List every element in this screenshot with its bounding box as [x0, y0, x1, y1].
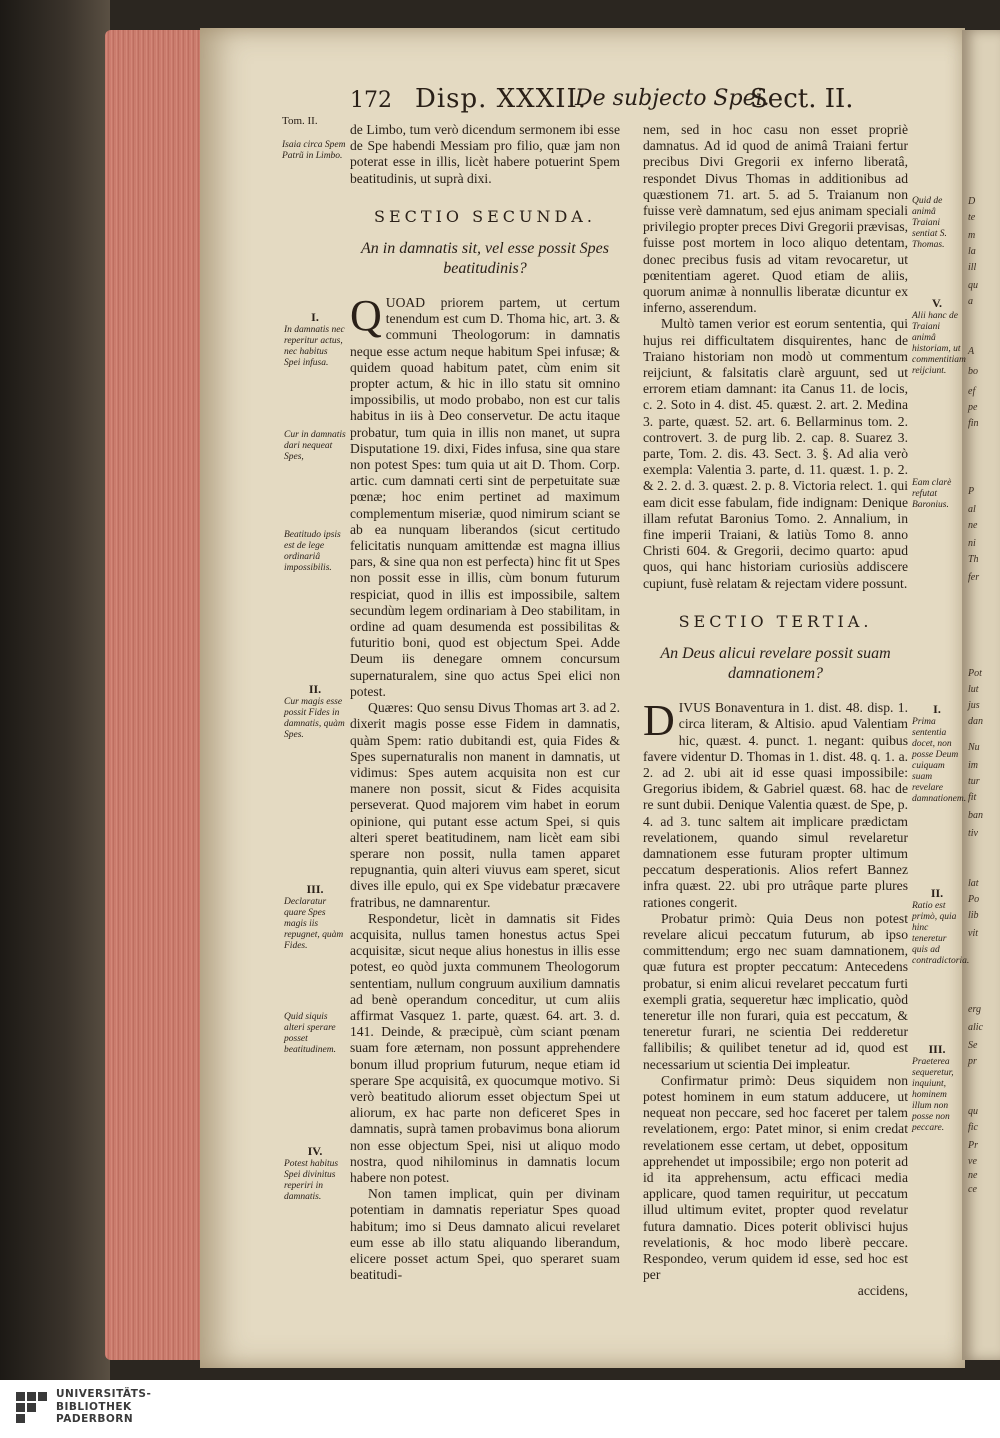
margin-text: Alii hanc de Traiani animâ historiam, ut commentitiam reijciunt.	[912, 311, 966, 376]
margin-text: Declaratur quare Spes magis iis repugnet, quàm Fides.	[284, 897, 344, 951]
subject-title: De subjecto Spei.	[575, 86, 770, 111]
facing-page-fragment: fit	[968, 792, 977, 803]
section-title-secunda: SECTIO SECUNDA.	[374, 206, 596, 226]
facing-page-fragment: fin	[968, 418, 979, 429]
facing-page-fragment: vit	[968, 928, 978, 939]
margin-text: Cur magis esse possit Fides in damnatis, quàm Spes.	[284, 697, 345, 740]
margin-number: I.	[311, 310, 319, 324]
margin-text: Praeterea sequeretur, inquiunt, hominem illum non posse non peccare.	[912, 1057, 954, 1133]
facing-page-fragment: m	[968, 230, 976, 241]
paragraph-2: Quæres: Quo sensu Divus Thomas art 3. ad 2. dixerit magis posse esse Fidem in damnatis, quàm Spem: ratio dubitandi est, quia Fides & Spes supernaturalis non manent in damnatis, ut vidimus: Spes autem acquisita non est cur manere non possit, sicut & Fides acquisita perseverat. Quod majorem vim habet in eorum opinione, qui putant esse actum Spei, si quis alteri speret beatitudinem, nam licèt eam sibi sperare non possit, nulla tamen apparet repugnantia, quin alteri viuvus eam speret, sicut dives ille epulo, qui ex Spe videbatur præcavere fratribus, ne damnarentur.	[350, 700, 620, 910]
facing-page-fragment: ne	[968, 1170, 978, 1181]
drop-cap: Q	[350, 291, 382, 341]
book-spine-shadow	[0, 0, 110, 1380]
margin-number: II.	[308, 682, 322, 696]
margin-note-1	[284, 312, 346, 369]
library-name	[56, 1388, 151, 1426]
facing-page-fragment: Pr	[968, 1140, 978, 1151]
facing-page-fragment: ni	[968, 538, 976, 549]
margin-note-2	[284, 684, 346, 741]
margin-text: Ratio est primò, quia hinc teneretur quis ad contradictoria.	[912, 901, 970, 966]
right-text-column	[643, 122, 908, 1300]
library-name-line-3: PADERBORN	[56, 1413, 134, 1425]
paragraph-r5: Confirmatur primò: Deus siquidem non potest hominem in eum statum adducere, ut nequeat non peccare, sed hoc faceret per talem revelationem, ergo: Patet minor, si enim credat revelationem esse certam, ut debet, oppositum apprehendet ut impossibile; ergo non poterit ad id ita apprehensum, actu efficaci media applicare, quod tamen requiritur, ut peccatum illud ultimum evitet, propter quod revelatur futura damnatio. Dices poterit oblivisci hujus revelationis, & hoc modo liberè peccare. Respondeo, verum quidem id esse, sed hoc est per	[643, 1072, 908, 1283]
facing-page-fragment: a	[968, 296, 973, 307]
facing-page-fragment: pe	[968, 402, 978, 413]
library-logo-icon	[14, 1390, 50, 1426]
margin-number: V.	[931, 296, 943, 310]
facing-page-fragment: D	[968, 196, 976, 207]
page-number: 172	[350, 88, 392, 113]
facing-page-fragment: tur	[968, 776, 980, 787]
margin-note-3b: Quid siquis alteri sperare posset beatitudinem.	[284, 1012, 336, 1055]
facing-page-fragment: fic	[968, 1122, 978, 1133]
facing-page-fragment: Nu	[968, 742, 980, 753]
facing-page-fragment: A	[968, 346, 975, 357]
library-name-line-2: BIBLIOTHEK	[56, 1400, 132, 1413]
facing-page-fragment: ve	[968, 1156, 977, 1167]
paragraph-r1: nem, sed in hoc casu non esset propriè damnatus. Ad id quod de animâ Traiani fertur precibus Divi Gregorii ex inferno liberatâ, respondet Divus Thomas in additionibus ad quæstionem 71. art. 5. ad 5. Traianum non fuisse verè damnatum, sed ejus animam speciali privilegio propter preces Divi Gregorii prævisas, fuisse post mortem in loco aliquo detentam, donec precibus fusis ad vitam revocaretur, ut pœnitentiam ageret. Quod etiam de aliis, quorum animæ à nonnullis liberatæ dicuntur ex inferno, asserendum.	[643, 122, 909, 316]
facing-page-fragment: Po	[968, 894, 980, 905]
paragraph-1	[350, 291, 620, 700]
margin-number: I.	[933, 702, 941, 716]
margin-note-r3	[912, 1044, 962, 1134]
facing-page-fragment: ban	[968, 810, 983, 821]
facing-page-fragment: Pot	[968, 668, 982, 679]
margin-number: III.	[306, 882, 324, 896]
margin-note-traiani: Quid de animâ Traiani sentiat S. Thomas.	[912, 196, 947, 250]
intro-paragraph: de Limbo, tum verò dicendum sermonem ibi esse de Spe habendi Messiam pro filio, quæ jam non poterat esse in illis, licèt habere potuerint Spem beatitudinis, ut suprà dixi.	[350, 122, 620, 186]
margin-text: Potest habitus Spei divinitus reperiri in damnatis.	[284, 1159, 339, 1202]
facing-page-fragment: ill	[968, 262, 977, 273]
facing-page-fragment: ne	[968, 520, 978, 531]
margin-text: In damnatis nec reperitur actus, nec habitus Spei infusa.	[284, 325, 345, 368]
facing-page-fragment: lib	[968, 910, 979, 921]
page-edges	[105, 30, 215, 1360]
margin-note-1b: Cur in damnatis dari nequeat Spes,	[284, 430, 346, 462]
margin-note-r1	[912, 702, 967, 805]
facing-page-fragment: qu	[968, 280, 978, 291]
margin-number: III.	[928, 1042, 946, 1056]
paragraph-opening: UOAD	[385, 295, 426, 311]
facing-page-fragment: Se	[968, 1040, 978, 1051]
margin-tom: Tom. II.	[282, 115, 318, 127]
margin-number: IV.	[307, 1144, 323, 1158]
facing-page-fragment: la	[968, 246, 976, 257]
paragraph-text: priorem partem, ut certum tenendum est cum D. Thoma hic, art. 3. & communi Theologorum: in damnatis neque esse actum neque habitum Spei infusæ; & quidem quoad habitum patet, cùm enim sit propter actum, & hic in illo statu sit omnino impossibilis, ut modo probabo, non est cur talis habitus in iis à Deo conservetur. De actu itaque probatur, tum quia in illis non manet, ut supra Disputatione 19. dixi, Fides infusa, sine qua stare non potest Spes: tum quia ut ait D. Thom. Corp. artic. cum damnati certi sint de perpetuitate suæ pœnæ; hoc enim pertinet ad maximum complementum miseriæ, quod nimirum sciant se ab ea nunquam liberandos (sicut certitudo felicitatis nunquam amittendæ est magna illius pars, & sine qua non est perfecta) hinc fit ut Spes non possit esse in illis, cùm bonum futurum respiciat, quod in illis est impossibile, saltem secundùm legem ordinariam à Deo stabilitam, in ordine ad quam desumenda est possibilitas & futuritio boni, quod est objectum Spei. Adde Deum iis denegare omnem concursum supernaturalem, sine quo actus Spei elici non potest.	[350, 295, 620, 699]
paragraph-4: Non tamen implicat, quin per divinam potentiam in damnatis reperiatur Spes quoad habitum; imo si Deus damnato alicui revelaret eum esse ab illo statu aliquando liberandum, elicere posset actum Spei, quo speraret suam beatitudi-	[350, 1186, 620, 1283]
margin-text: Prima sententia docet, non posse Deum cuiquam suam revelare damnationem.	[912, 717, 967, 804]
facing-page-fragment: lut	[968, 684, 979, 695]
drop-cap: D	[643, 696, 675, 746]
facing-page-fragment: qu	[968, 1106, 978, 1117]
margin-note-isaias: Isaia circa Spem Patrũ in Limbo.	[282, 140, 346, 161]
section-label: Sect. II.	[750, 84, 854, 114]
facing-page-fragment: ce	[968, 1184, 977, 1195]
facing-page-fragment: bo	[968, 366, 978, 377]
facing-page-fragment: jus	[968, 700, 980, 711]
facing-page-fragment: pr	[968, 1056, 977, 1067]
margin-note-5	[912, 296, 966, 377]
facing-page-fragment: P	[968, 486, 975, 497]
paragraph-opening: IVUS	[678, 700, 711, 716]
section-title-tertia: SECTIO TERTIA.	[678, 611, 873, 631]
facing-page-fragment: ef	[968, 386, 976, 397]
disputation-title: Disp. XXXII.	[415, 84, 588, 114]
margin-note-3	[284, 884, 346, 952]
facing-page-fragment: alic	[968, 1022, 983, 1033]
margin-number: II.	[930, 886, 944, 900]
paragraph-r3	[643, 696, 909, 911]
facing-page-fragment: tiv	[968, 828, 978, 839]
facing-page-fragment: dan	[968, 716, 983, 727]
question-title-secunda: An in damnatis sit, vel esse possit Spes beatitudinis?	[361, 240, 609, 278]
margin-note-r2	[912, 886, 970, 967]
paragraph-3: Respondetur, licèt in damnatis sit Fides acquisita, nullus tamen honestus actus Spei acquisitæ, sicut neque alius honestus in illis esse potest, eo quòd juxta communem Theologorum sententiam, nullum congruum auxilium damnatis ad benè operandum conceditur, ut cum aliis affirmat Vasquez 1. parte, quæst. 64. art. 3. d. 141. Deinde, & præcipuè, cùm sciant pœnam suam fore æternam, non possunt apprehendere bonum illud proprium futurum, neque etiam id sperare Spe acquisitâ, ex quocumque motivo. Si verò beatitudo aliorum esset objectum Spei ut aliorum, ex hac parte non deficeret Spes in damnatis, suprà tamen probavimus bona aliorum non esse objectum Spei, nisi ut aliquo modo nostra, quod nihilominus in damnatis locum habere non potest.	[350, 910, 620, 1185]
paragraph-text: Bonaventura in 1. dist. 48. disp. 1. circa literam, & Altisio. apud Valentiam hic, quæst. 4. punct. 1. negant: quibus favere videntur D. Thomas in 1. dist. 48. q. 1. a. 2. ad 2. ubi ait id esse quasi impossibile: Gregorius ibidem, & Gabriel quæst. 68. hac de re sunt dubii. Denique Valentia quæst. de Spe, p. 4. ad 3. tunc saltem ait implicare prædictam revelationem, quando simul revelaretur damnationem esse futuram propter ultimum peccatum desperationis. Alios refert Bannez infra quæst. 22. ubi pro utrâque parte plures rationes congerit.	[643, 700, 909, 910]
running-header	[350, 84, 870, 124]
facing-page-fragment: fer	[968, 572, 980, 583]
facing-page-fragment: Th	[968, 554, 979, 565]
margin-note-1c: Beatitudo ipsis est de lege ordinariâ impossibilis.	[284, 530, 341, 573]
facing-page-fragment: im	[968, 760, 978, 771]
paragraph-r2: Multò tamen verior est eorum sententia, qui hujus rei difficultatem disquirentes, hanc de Traiano historiam non modò ut commentum reijciunt, & falsitatis clarè arguunt, sed ut errorem etiam damnant: ita Canus 11. de locis, c. 2. Soto in 4. dist. 45. quæst. 2. art. 2. Medina 3. parte, quæst. 52. art. 6. Bellarminus tom. 2. controvert. 3. de purg lib. 2. cap. 8. Suarez 3. parte, Tom. 2. dis. 43. Sect. 3. §. Ad alia verò exempla: Valentia 3. parte, d. 11. quæst. 1. p. 2. & 2. 2. d. 3. quæst. 2. p. 8. Victoria relect. 1. qui eam dicit esse fabulam, fide indignam: Denique illam refutat Baronius Tomo. 2. Annalium, in fine imperii Traiani, & latiùs Tomo 8. anno Christi 604. & Gregorii, decimo quarto: apud quos, qui hanc historiam curiosiùs addiscere cupiunt, fusè relatam & rejectam videre possunt.	[643, 316, 908, 591]
catchword: accidens,	[857, 1283, 908, 1299]
margin-note-4	[284, 1146, 346, 1203]
margin-note-5b: Eam clarè refutat Baronius.	[912, 478, 952, 510]
library-footer	[0, 1380, 1000, 1438]
facing-page-fragment: lat	[968, 878, 979, 889]
left-text-column	[350, 122, 620, 1283]
facing-page-fragment: erg	[968, 1004, 981, 1015]
library-name-line-1: UNIVERSITÄTS-	[56, 1388, 152, 1400]
paragraph-r4: Probatur primò: Quia Deus non potest revelare alicui peccatum futurum, ab ipso committendum; ergo nec suam damnationem, quæ futura est propter peccatum: Antecedens probatur, si enim alicui revelaret peccatum furti exempli gratia, sequeretur hæc implicatio, quòd teneretur ille non furari, quia est peccatum, & teneretur furari, ne scientia Dei redderetur fallibilis; & quilibet tenetur ad id, quod est necessarium ut scientia Dei impleatur.	[643, 910, 908, 1072]
facing-page-fragment: te	[968, 212, 976, 223]
question-title-tertia: An Deus alicui revelare possit suam damnationem?	[660, 645, 891, 683]
facing-page-fragment: al	[968, 504, 976, 515]
